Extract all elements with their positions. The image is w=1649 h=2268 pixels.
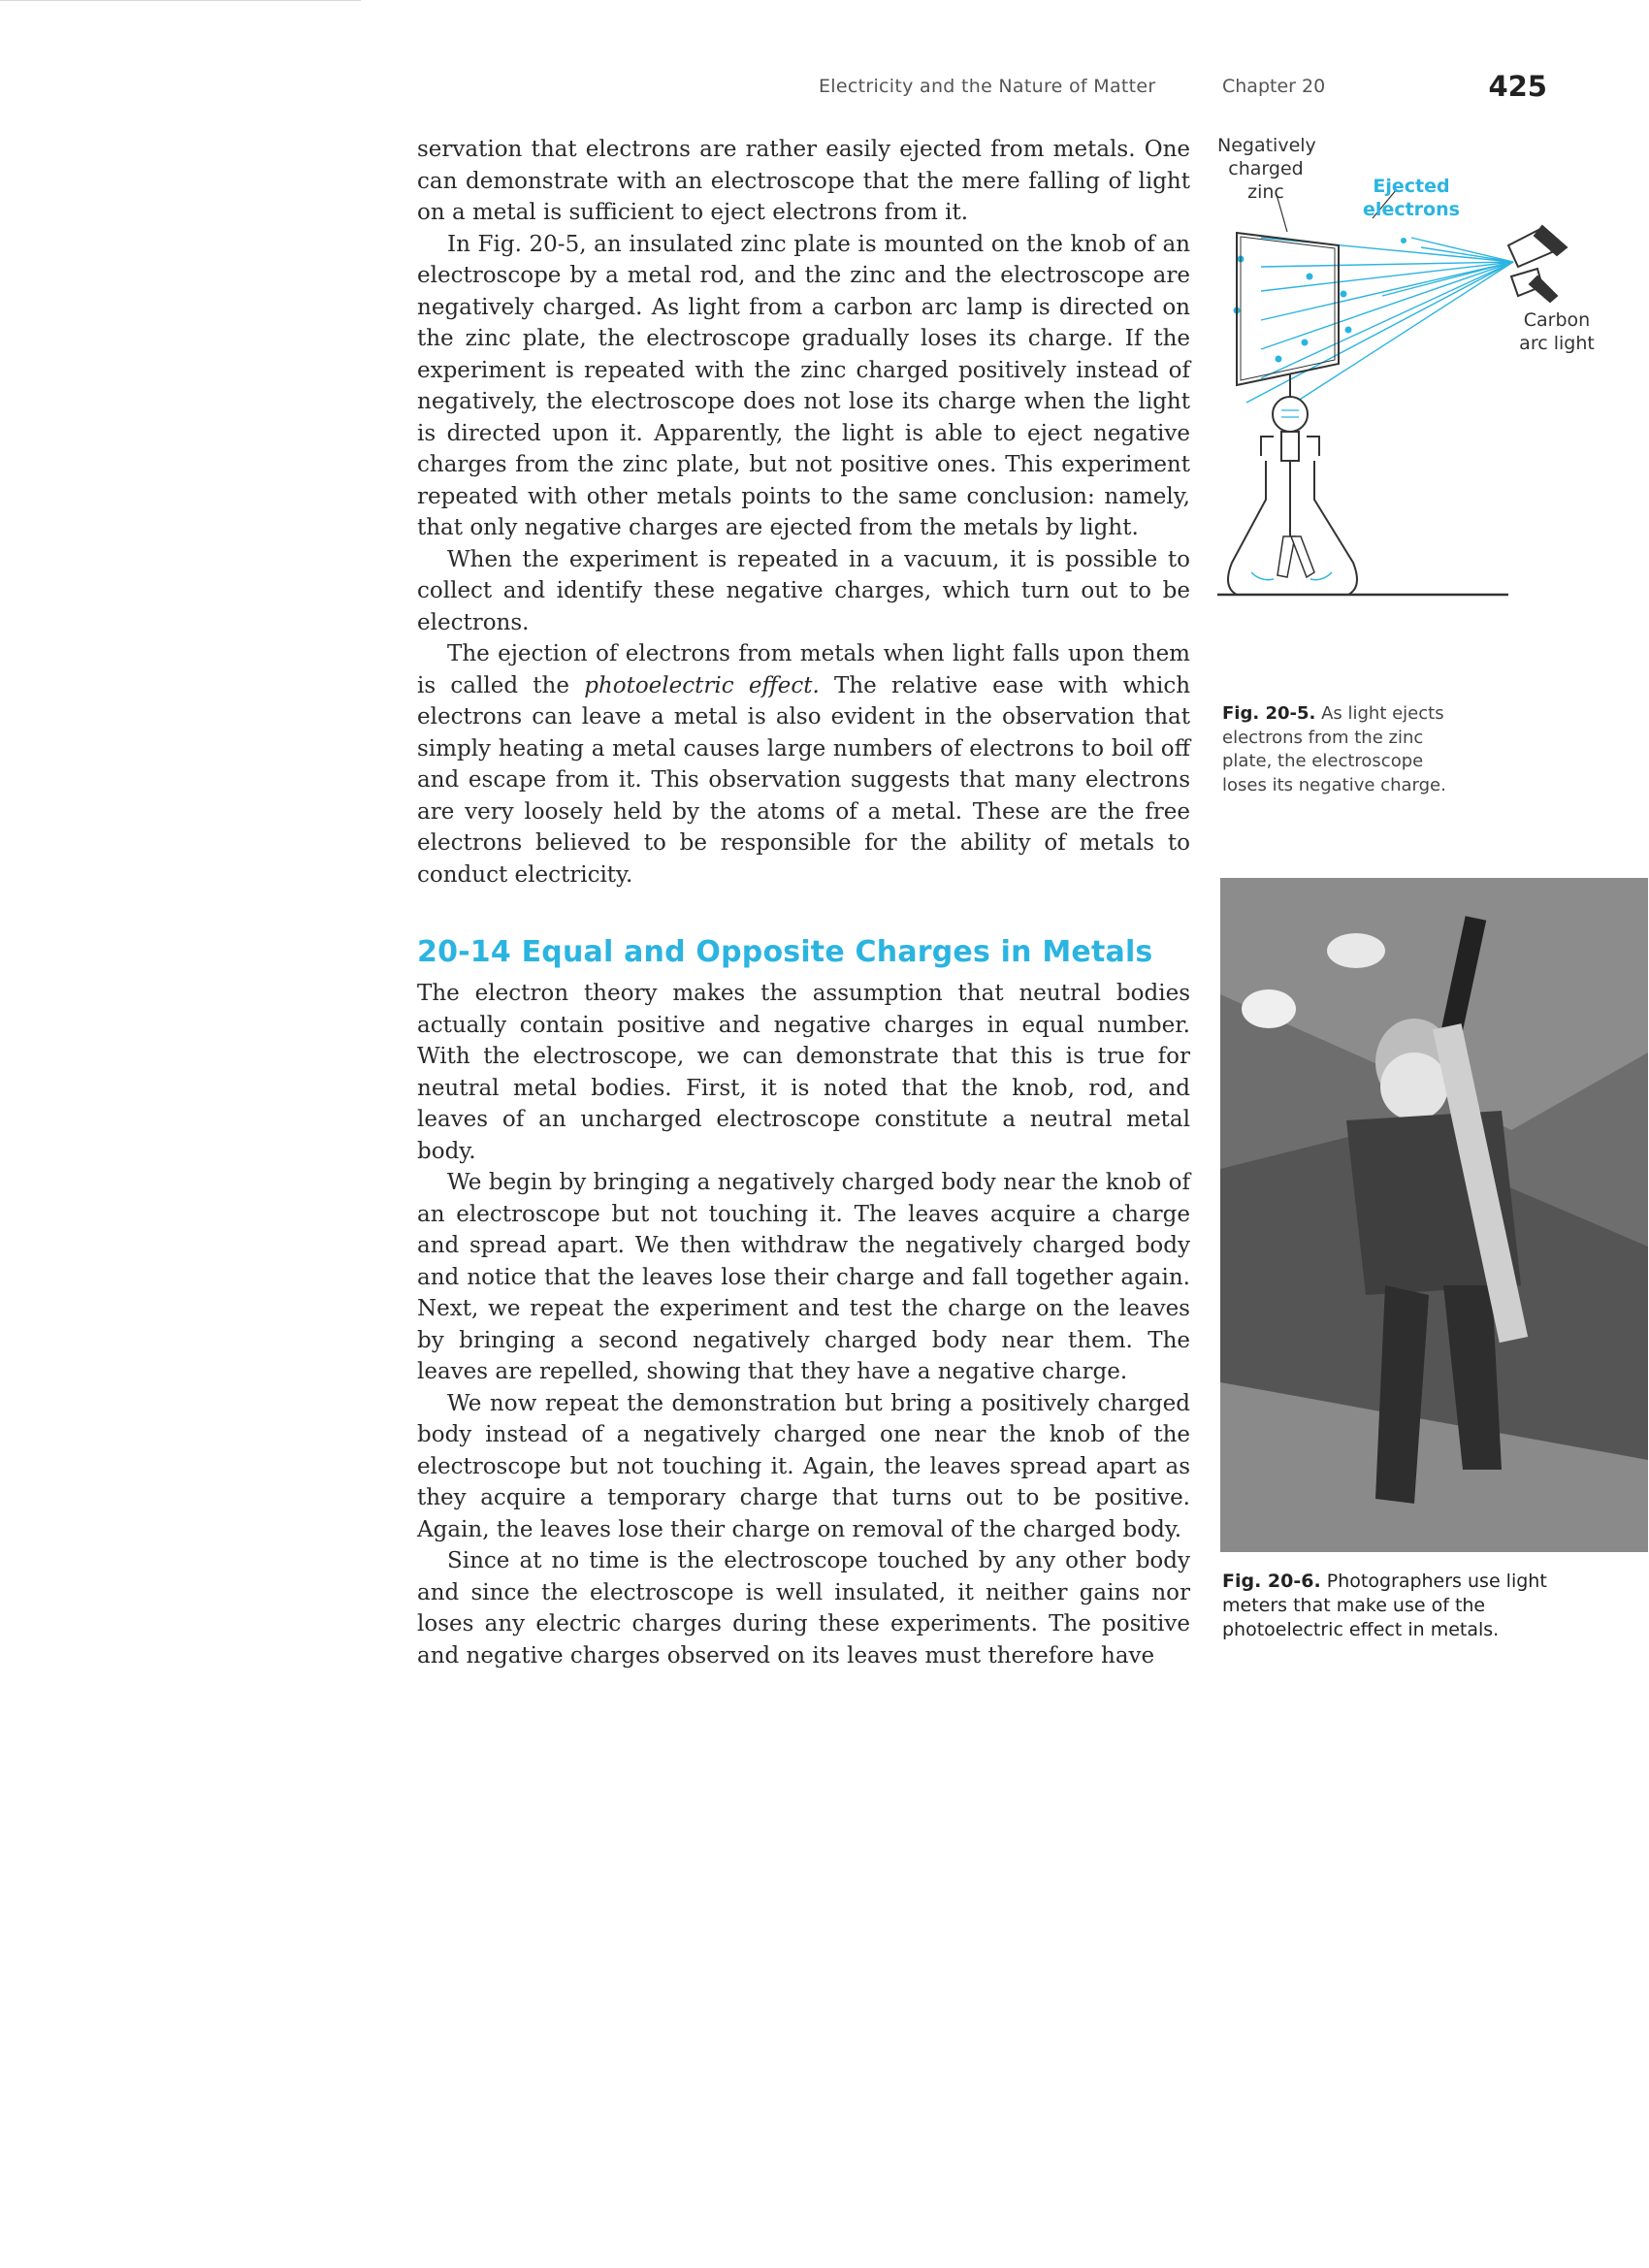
label-negatively-charged-zinc: Negatively charged zinc (1217, 135, 1316, 203)
section-heading: 20-14 Equal and Opposite Charges in Metals (417, 935, 1153, 969)
caption-number: Fig. 20-6. (1222, 1571, 1321, 1592)
figure-20-5-caption (1222, 702, 1465, 797)
paragraph: Since at no time is the electroscope touched by any other body and since the electroscope is well insulated, it neither gains nor loses any electric charges during these experiments. The positive and negative charges observed on its leaves must therefore have (417, 1548, 1190, 1669)
figure-20-6-photo (1220, 878, 1648, 1552)
leaf-right (1291, 536, 1314, 577)
paragraph: We begin by bringing a negatively charged body near the knob of an electroscope but not touching it. The leaves acquire a charge and spread apart. We then withdraw the negatively charged body and notice that the leaves lose their charge and fall together again. Next, we repeat the experiment and test the charge on the leaves by bringing a second negatively charged body near them. The leaves are repelled, showing that they have a negative charge. (417, 1170, 1190, 1384)
scan-edge-line (0, 0, 361, 1)
flask-body (1228, 461, 1357, 595)
label-ejected-electrons: Ejected electrons (1363, 176, 1460, 220)
stopper (1281, 432, 1299, 461)
paragraph (417, 638, 1190, 891)
figure-20-5-diagram (1217, 131, 1605, 703)
paragraph: In Fig. 20-5, an insulated zinc plate is mounted on the knob of an electroscope by a metal rod, and the zinc and the electroscope are negatively charged. As light from a carbon arc lamp is directed on the zinc plate, the electroscope gradually loses its charge. If the experiment is repeated with the zinc charged positively instead of negatively, the electroscope does not lose its charge when the light is directed upon it. Apparently, the light is able to eject negative charges from the zinc plate, but not positive ones. This experiment repeated with other metals points to the same conclusion: namely, that only negative charges are ejected from the metals by light. (417, 231, 1190, 540)
body-text-top (417, 134, 1190, 891)
term-photoelectric-effect: photoelectric effect. (584, 672, 820, 698)
photographer-photo (1220, 878, 1648, 1552)
light-rays (1246, 238, 1513, 403)
caption-text: As light ejects electrons from the zinc plate, the electroscope loses its negative charge. (1222, 703, 1446, 795)
electron-dots (1234, 238, 1407, 363)
zinc-plate-inner (1241, 237, 1335, 380)
electroscope-knob (1273, 397, 1308, 432)
label-carbon-arc-light: Carbon arc light (1519, 309, 1595, 354)
caption-number: Fig. 20-5. (1222, 703, 1316, 724)
leaf-left (1277, 536, 1295, 577)
page-number: 425 (1488, 70, 1547, 103)
page-header (776, 70, 1547, 113)
paragraph-text: The relative ease with which electrons can leave a metal is also evident in the observation that simply heating a metal causes large numbers of electrons to boil off and escape from it. This observation suggests that many electrons are very loosely held by the atoms of a metal. These are the free electrons believed to be responsible for the ability of metals to conduct electricity. (417, 672, 1191, 888)
paragraph: The electron theory makes the assumption that neutral bodies actually contain positive and negative charges in equal number. With the electroscope, we can demonstrate that this is true for neutral metal bodies. First, it is noted that the knob, rod, and leaves of an uncharged electroscope constitute a neutral metal body. (417, 981, 1190, 1164)
chapter-label: Chapter 20 (1222, 76, 1326, 97)
caption-text: Photographers use light meters that make use of the photoelectric effect in metals. (1222, 1571, 1547, 1640)
running-title: Electricity and the Nature of Matter (819, 76, 1156, 97)
figure-20-6-caption (1222, 1570, 1557, 1642)
paragraph: servation that electrons are rather easily ejected from metals. One can demonstrate with an electroscope that the mere falling of light on a metal is sufficient to eject electrons from it. (417, 137, 1190, 225)
paragraph: We now repeat the demonstration but bring a positively charged body instead of a negatively charged one near the knob of the electroscope but not touching it. Again, the leaves spread apart as they acquire a temporary charge that turns out to be positive. Again, the leaves lose their charge on removal of the charged body. (417, 1390, 1190, 1542)
paragraph: When the experiment is repeated in a vacuum, it is possible to collect and identify these negative charges, which turn out to be electrons. (417, 546, 1190, 635)
paragraph-text: The ejection of electrons from metals when light falls upon them is called the (417, 641, 1190, 698)
carbon-arc-lamp (1508, 226, 1567, 302)
body-text-section (417, 978, 1190, 1671)
